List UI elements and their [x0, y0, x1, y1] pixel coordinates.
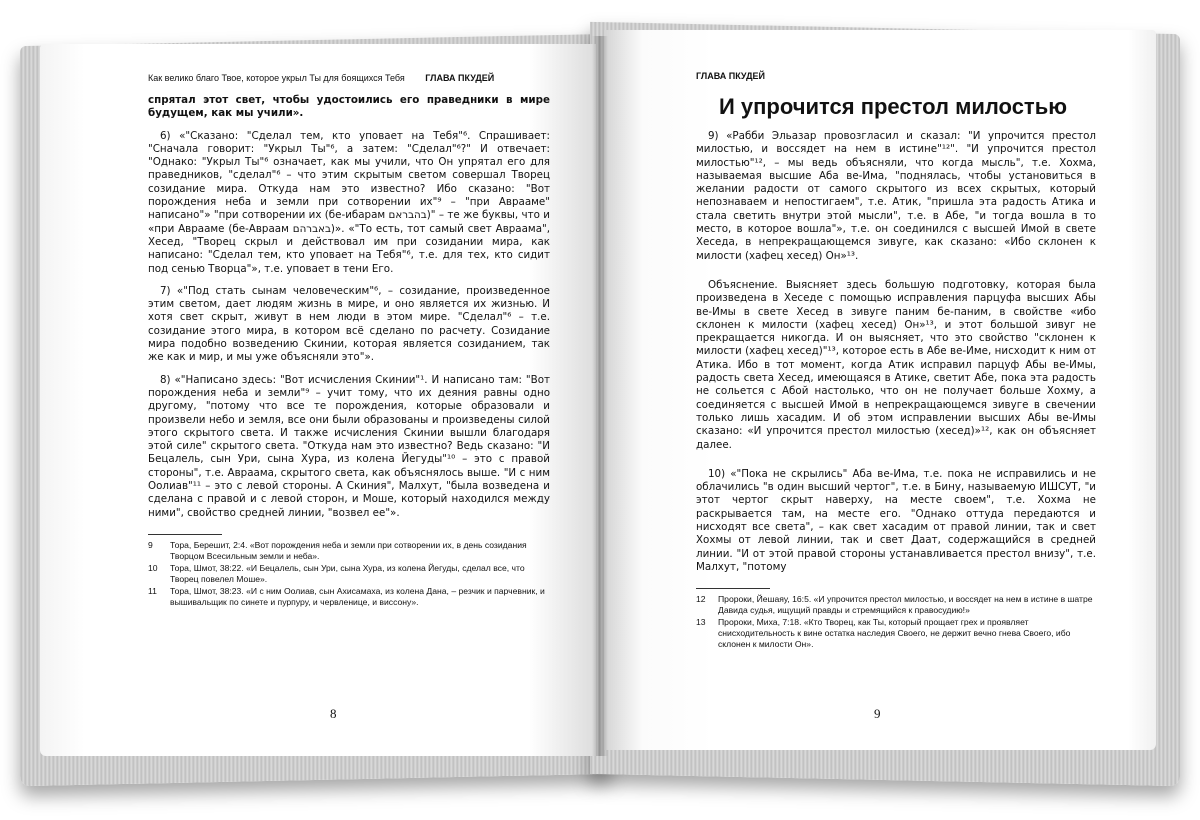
footnote-number: 11 [148, 586, 157, 597]
left-running-head-title: Как велико благо Твое, которое укрыл Ты для боящихся Тебя [148, 73, 405, 83]
left-page-number: 8 [330, 706, 337, 721]
right-running-head: ГЛАВА ПКУДЕЙ [696, 71, 765, 81]
paragraph: 8) «"Написано здесь: "Вот исчисления Скинии"¹. И написано там: "Вот порождения неба и земли"⁹ – учит тому, что их деяния равны одно другому, "потому что все те порождения, которые образовали и произвели небо и земля, все они были образованы и произведены силой этого скрытого света. И также исчисления Скинии вышли благодаря этой силе" скрытого света. "Откуда нам это известно? Ведь сказано: "И Бецалель, сын Ури, сына Хура, из колена Йегуды"¹⁰ – это с правой стороны", т.е. Авраама, скрытого света, как объяснялось выше. "И с ним Оолиав"¹¹ – это с левой стороны. А Скиния", Малхут, "была возведена и сделана с правой и с левой сторон, и Моше, который находился между ними", свойство средней линии, "возвел ее"». [148, 373, 550, 519]
book-gutter [592, 36, 608, 756]
left-footnotes [148, 534, 550, 608]
footnote-number: 13 [696, 617, 706, 628]
left-running-head-section: ГЛАВА ПКУДЕЙ [425, 73, 495, 83]
left-body-text [148, 94, 550, 520]
footnote-rule [696, 588, 770, 589]
footnote-number: 9 [148, 539, 153, 550]
right-body-text [696, 130, 1096, 574]
right-footnotes [696, 588, 1096, 649]
footnote [696, 617, 1096, 649]
paragraph: 10) «"Пока не скрылись" Аба ве-Има, т.е. пока не исправились и не облачились "в один высший чертог", т.е. в Бину, называемую ИШСУТ, "и этот чертог скрыт наверху, на месте своем", т.е. Хохма не раскрывается там, на месте его. "Однако оттуда передаются и нисходят все света", – как свет хасадим от правой линии, так и свет Хохмы от левой линии, так и свет Даат, содержащийся в средней линии. "И от этой правой стороны устанавливается престол внизу", т.е. Малхут, "потому [696, 467, 1096, 573]
footnote [148, 563, 550, 584]
right-page-number: 9 [874, 706, 881, 721]
paragraph: Объяснение. Выясняет здесь большую подготовку, которая была произведена в Хеседе с помощью исправления парцуфа высших Абы ве-Имы в свете Хесед в зивуге паним бе-паним, в свойстве «ибо склонен к милости (хафец хесед) Он»¹³, и этот большой зивуг не прекращается никогда. И он выясняет, что это свойство "склонен к милости (хафец хесед)"¹³, которое есть в Абе ве-Име, нисходит к ним от Атика. Ибо в тот момент, когда Атик исправил парцуф Абы ве-Имы, радость света Хесед, имеющаяся в Атике, светит Абе, пока эта радость не сольется с Абой настолько, что он не получает больше Хохму, а соединяется с высшей Имой в непрекращающемся зивуге в свечении только лишь хасадим. И об этом исправлении высших Абы ве-Имы сказано: «И упрочится престол милостью (хесед)»¹², как он объясняет далее. [696, 278, 1096, 451]
paragraph: спрятал этот свет, чтобы удостоились его праведники в мире будущем, как мы учили». [148, 94, 550, 120]
footnote-text: Пророки, Йешаяу, 16:5. «И упрочится престол милостью, и воссядет на нем в истине в шатре Давида судья, ищущий правды и стремящийся к правосудию!» [718, 594, 1093, 615]
chapter-title: И упрочится престол милостью [718, 94, 1068, 119]
paragraph: 6) «"Сказано: "Сделал тем, кто уповает на Тебя"⁶. Спрашивает: "Сначала говорит: "Укрыл Ты"⁶, а затем: "Сделал"⁶?" И отвечает: "Однако: "Укрыл Ты"⁶ означает, как мы учили, что Он упрятал его для праведников, "сделал"⁶ – что этим скрытым светом совершал Творец созидание мира. Откуда нам это известно? Ибо сказано: "Вот порождения неба и земли при сотворении их"⁹ – "при Аврааме" написано"» "при сотворении их (бе-ибарам בהבראם)" – те же буквы, что и «при Аврааме (бе-Авраам באברהם)». «"То есть, тот самый свет Авраама", Хесед, "Творец скрыл и действовал им при созидании мира, как написано: "Сделал тем, кто уповает на Тебя"⁶, т.е. для тех, кто сидит под сенью Творца"», т.е. уповает в тени Его. [148, 129, 551, 275]
footnote [148, 586, 550, 607]
footnote [148, 540, 550, 561]
footnote-rule [148, 534, 222, 535]
footnote-number: 10 [148, 563, 158, 574]
left-running-head [148, 72, 550, 84]
paragraph: 7) «"Под стать сынам человеческим"⁶, – созидание, произведенное этим светом, дает людям жизнь в мире, и оно является их жизнью. И хотя свет скрыт, живут в нем люди в этом мире. "Сделал"⁶ – т.е. созидание этого мира, в котором всё сделано по расчету. Созидание мира подобно возведению Скинии, которая является созиданием, так же как и мир, и мы уже объясняли это"». [148, 284, 550, 364]
paragraph: 9) «Рабби Эльазар провозгласил и сказал: "И упрочится престол милостью, и воссядет на нем в истине"¹²". "И упрочится престол милостью"¹², – мы ведь объясняли, что когда мысль", т.е. Хохма, называемая высшие Аба ве-Има, "поднялась, чтобы установиться в желании радости от самого скрытого из всех скрытых, который непознаваем и непостигаем", т.е. Атик, "пришла эта радость Атика и стала светить внутри этой мысли", т.е. в Абе, "и тогда вошла в то место, в которое вошла"», т.е. он соединился с высшей Имой в свете Хеседа, в непрекращающемся зивуге, как сказано: «Ибо склонен к милости (хафец хесед) Он»¹³. [696, 130, 1096, 262]
footnote-number: 12 [696, 594, 706, 605]
right-page [604, 30, 1156, 750]
footnote-text: Тора, Берешит, 2:4. «Вот порождения неба и земли при сотворении их, в день созидания Творцом Всесильным земли и неба». [170, 539, 527, 561]
left-page [40, 44, 596, 756]
footnote [696, 594, 1096, 615]
footnote-text: Тора, Шмот, 38:23. «И с ним Оолиав, сын Ахисамаха, из колена Дана, – резчик и парчевник, и вышивальщик по синете и пурпуру, и червленице, и виссону». [170, 586, 545, 607]
footnote-text: Тора, Шмот, 38:22. «И Бецалель, сын Ури, сына Хура, из колена Йегуды, сделал все, что Творец повелел Моше». [170, 563, 525, 584]
footnote-text: Пророки, Миха, 7:18. «Кто Творец, как Ты, который прощает грех и проявляет снисходительность к вине остатка наследия Своего, не держит вечно гнева Своего, ибо склонен к милости Он». [718, 617, 1071, 649]
